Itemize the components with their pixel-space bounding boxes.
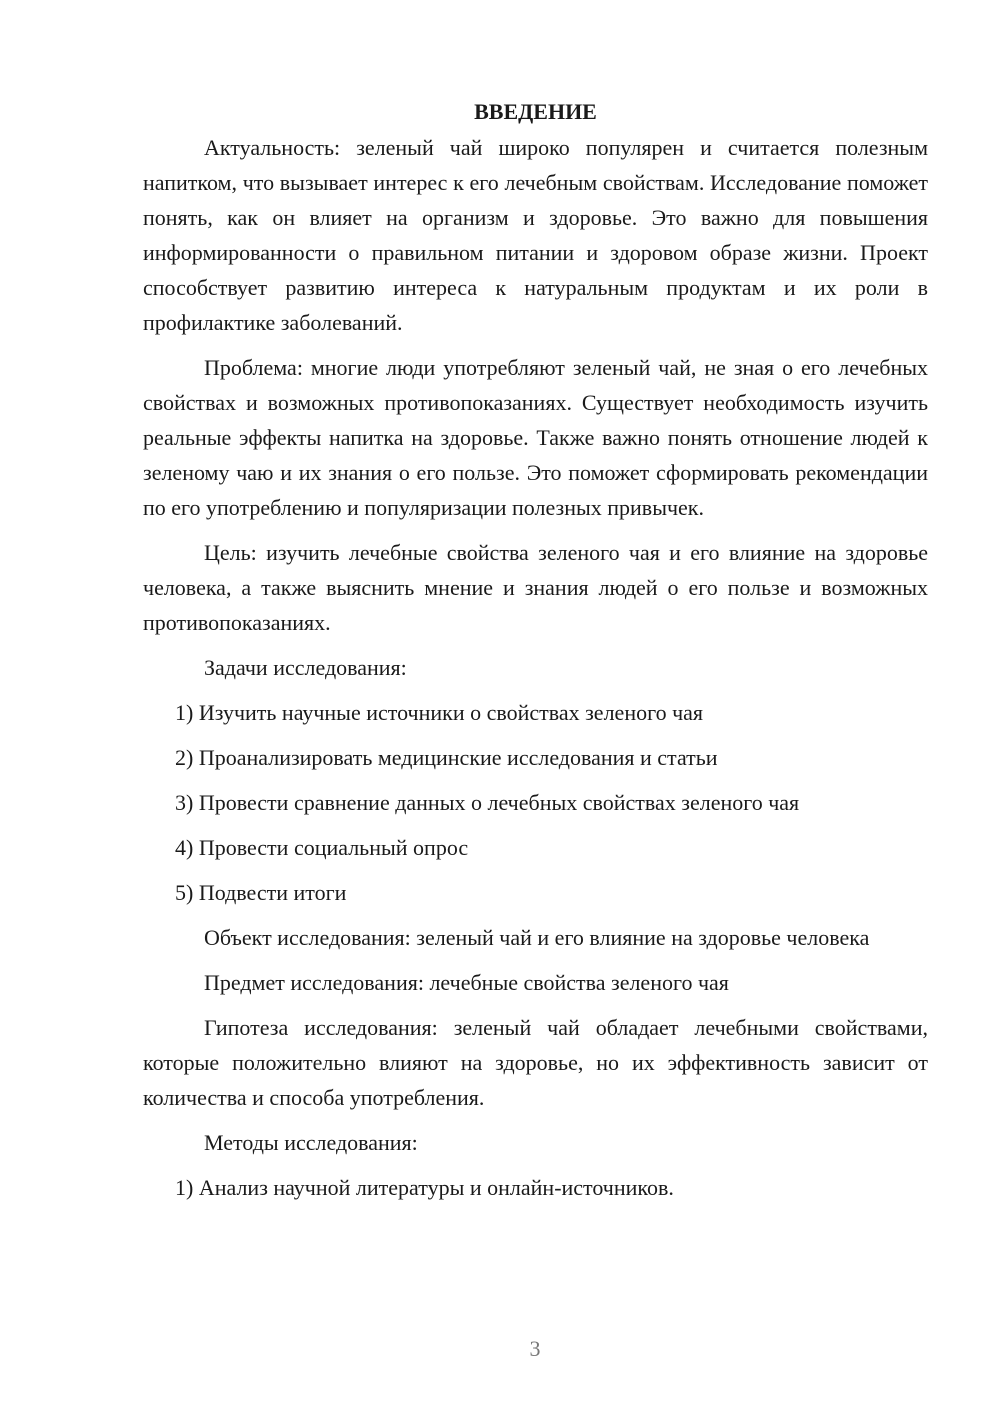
methods-title: Методы исследования:: [204, 1130, 418, 1155]
subject-paragraph: Предмет исследования: лечебные свойства зеленого чая: [204, 970, 729, 995]
list-item: 1) Анализ научной литературы и онлайн-источников.: [175, 1175, 674, 1200]
tasks-title: Задачи исследования:: [204, 655, 407, 680]
problem-paragraph: Проблема: многие люди употребляют зеленый чай, не зная о его лечебных свойствах и возможных противопоказаниях. Существует необходимость изучить реальные эффекты напитка на здоровье. Также важно понять отношение людей к зеленому чаю и их знания о его пользе. Это поможет сформировать рекомендации по его употреблению и популяризации полезных привычек.: [143, 355, 928, 520]
page-number: 3: [529, 1336, 541, 1361]
hypothesis-paragraph: Гипотеза исследования: зеленый чай обладает лечебными свойствами, которые положительно влияют на здоровье, но их эффективность зависит от количества и способа употребления.: [143, 1015, 928, 1110]
object-paragraph: Объект исследования: зеленый чай и его влияние на здоровье человека: [204, 925, 870, 950]
list-item: 5) Подвести итоги: [175, 880, 347, 905]
tasks-list: [143, 695, 928, 910]
goal-paragraph: Цель: изучить лечебные свойства зеленого чая и его влияние на здоровье человека, а также выяснить мнение и знания людей о его пользе и возможных противопоказаниях.: [143, 540, 928, 635]
methods-list: [143, 1170, 928, 1205]
list-item: 1) Изучить научные источники о свойствах зеленого чая: [175, 700, 704, 725]
list-item: 3) Провести сравнение данных о лечебных свойствах зеленого чая: [175, 790, 800, 815]
list-item: 4) Провести социальный опрос: [175, 835, 469, 860]
relevance-paragraph: Актуальность: зеленый чай широко популярен и считается полезным напитком, что вызывает интерес к его лечебным свойствам. Исследование поможет понять, как он влияет на организм и здоровье. Это важно для повышения информированности о правильном питании и здоровом образе жизни. Проект способствует развитию интереса к натуральным продуктам и их роли в профилактике заболеваний.: [143, 135, 928, 335]
page-content: [143, 94, 928, 1215]
page-heading: ВВЕДЕНИЕ: [474, 99, 597, 124]
list-item: 2) Проанализировать медицинские исследования и статьи: [175, 745, 718, 770]
